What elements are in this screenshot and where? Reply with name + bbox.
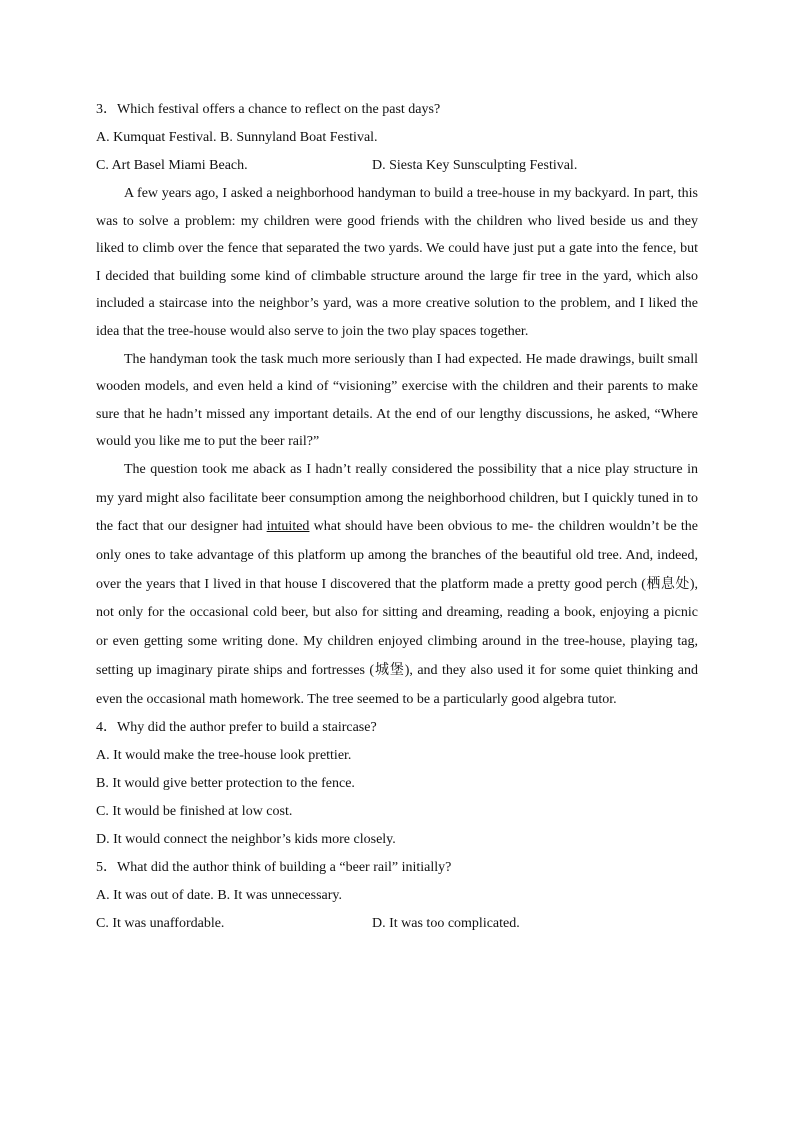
passage-paragraph-2: The handyman took the task much more seriously than I had expected. He made drawings, built small wooden models, and even held a kind of “visioning” exercise with the children and their parents to make sure that he hadn’t missed any important details. At the end of our lengthy discussions, he asked, “Where would you like me to put the beer rail?” <box>96 351 698 450</box>
option-5c: C. It was unaffordable. <box>96 916 225 932</box>
option-5b: B. It was unnecessary. <box>217 888 342 904</box>
question-3-options-ab <box>96 124 698 152</box>
option-5d: D. It was too complicated. <box>372 916 520 932</box>
option-4c: C. It would be finished at low cost. <box>96 804 293 820</box>
question-3-options-cd <box>96 152 698 180</box>
passage-paragraph-3 <box>96 456 698 714</box>
option-3a: A. Kumquat Festival. <box>96 130 217 145</box>
question-4: 4．Why did the author prefer to build a staircase? <box>96 720 377 736</box>
passage-paragraph-3-part-1: The question took me aback as I hadn’t really considered the possibility that a nice play structure in my yard might also facilitate beer consumption among the neighborhood children, but I quickly tuned in to the fact that our designer had <box>96 461 698 535</box>
question-5: 5．What did the author think of building a “beer rail” initially? <box>96 860 452 876</box>
passage-paragraph-3-part-2: what should have been obvious to me- the children wouldn’t be the only ones to take advantage of this platform up among the branches of the beautiful old tree. And, indeed, over the years that I lived in that house I discovered that the platform made a pretty good perch (栖息处), not only for the occasional cold beer, but also for sitting and dreaming, reading a book, enjoying a picnic or even getting some writing done. My children enjoyed climbing around in the tree-house, playing tag, setting up imaginary pirate ships and fortresses (城堡), and they also used it for some quiet thinking and even the occasional math homework. The tree seemed to be a particularly good algebra tutor. <box>96 519 698 707</box>
option-4d: D. It would connect the neighbor’s kids more closely. <box>96 832 396 848</box>
question-5-options-ab <box>96 882 698 910</box>
option-3c: C. Art Basel Miami Beach. <box>96 158 248 173</box>
question-5-options-cd <box>96 910 698 938</box>
option-3b: B. Sunnyland Boat Festival. <box>220 130 378 145</box>
option-3d: D. Siesta Key Sunsculpting Festival. <box>372 158 578 173</box>
option-5a: A. It was out of date. <box>96 888 214 904</box>
passage-paragraph-1: A few years ago, I asked a neighborhood handyman to build a tree-house in my backyard. In part, this was to solve a problem: my children were good friends with the children who lived beside us and they liked to climb over the fence that separated the two yards. We could have just put a gate into the fence, but I decided that building some kind of climbable structure around the large fir tree in the yard, which also included a staircase into the neighbor’s yard, was a more creative solution to the problem, and I liked the idea that the tree-house would also serve to join the two play spaces together. <box>96 186 698 339</box>
option-4a: A. It would make the tree-house look prettier. <box>96 748 352 764</box>
underlined-word-intuited: intuited <box>266 519 310 535</box>
exam-page <box>96 96 698 938</box>
question-3: 3．Which festival offers a chance to reflect on the past days? <box>96 102 441 117</box>
option-4b: B. It would give better protection to the fence. <box>96 776 355 792</box>
